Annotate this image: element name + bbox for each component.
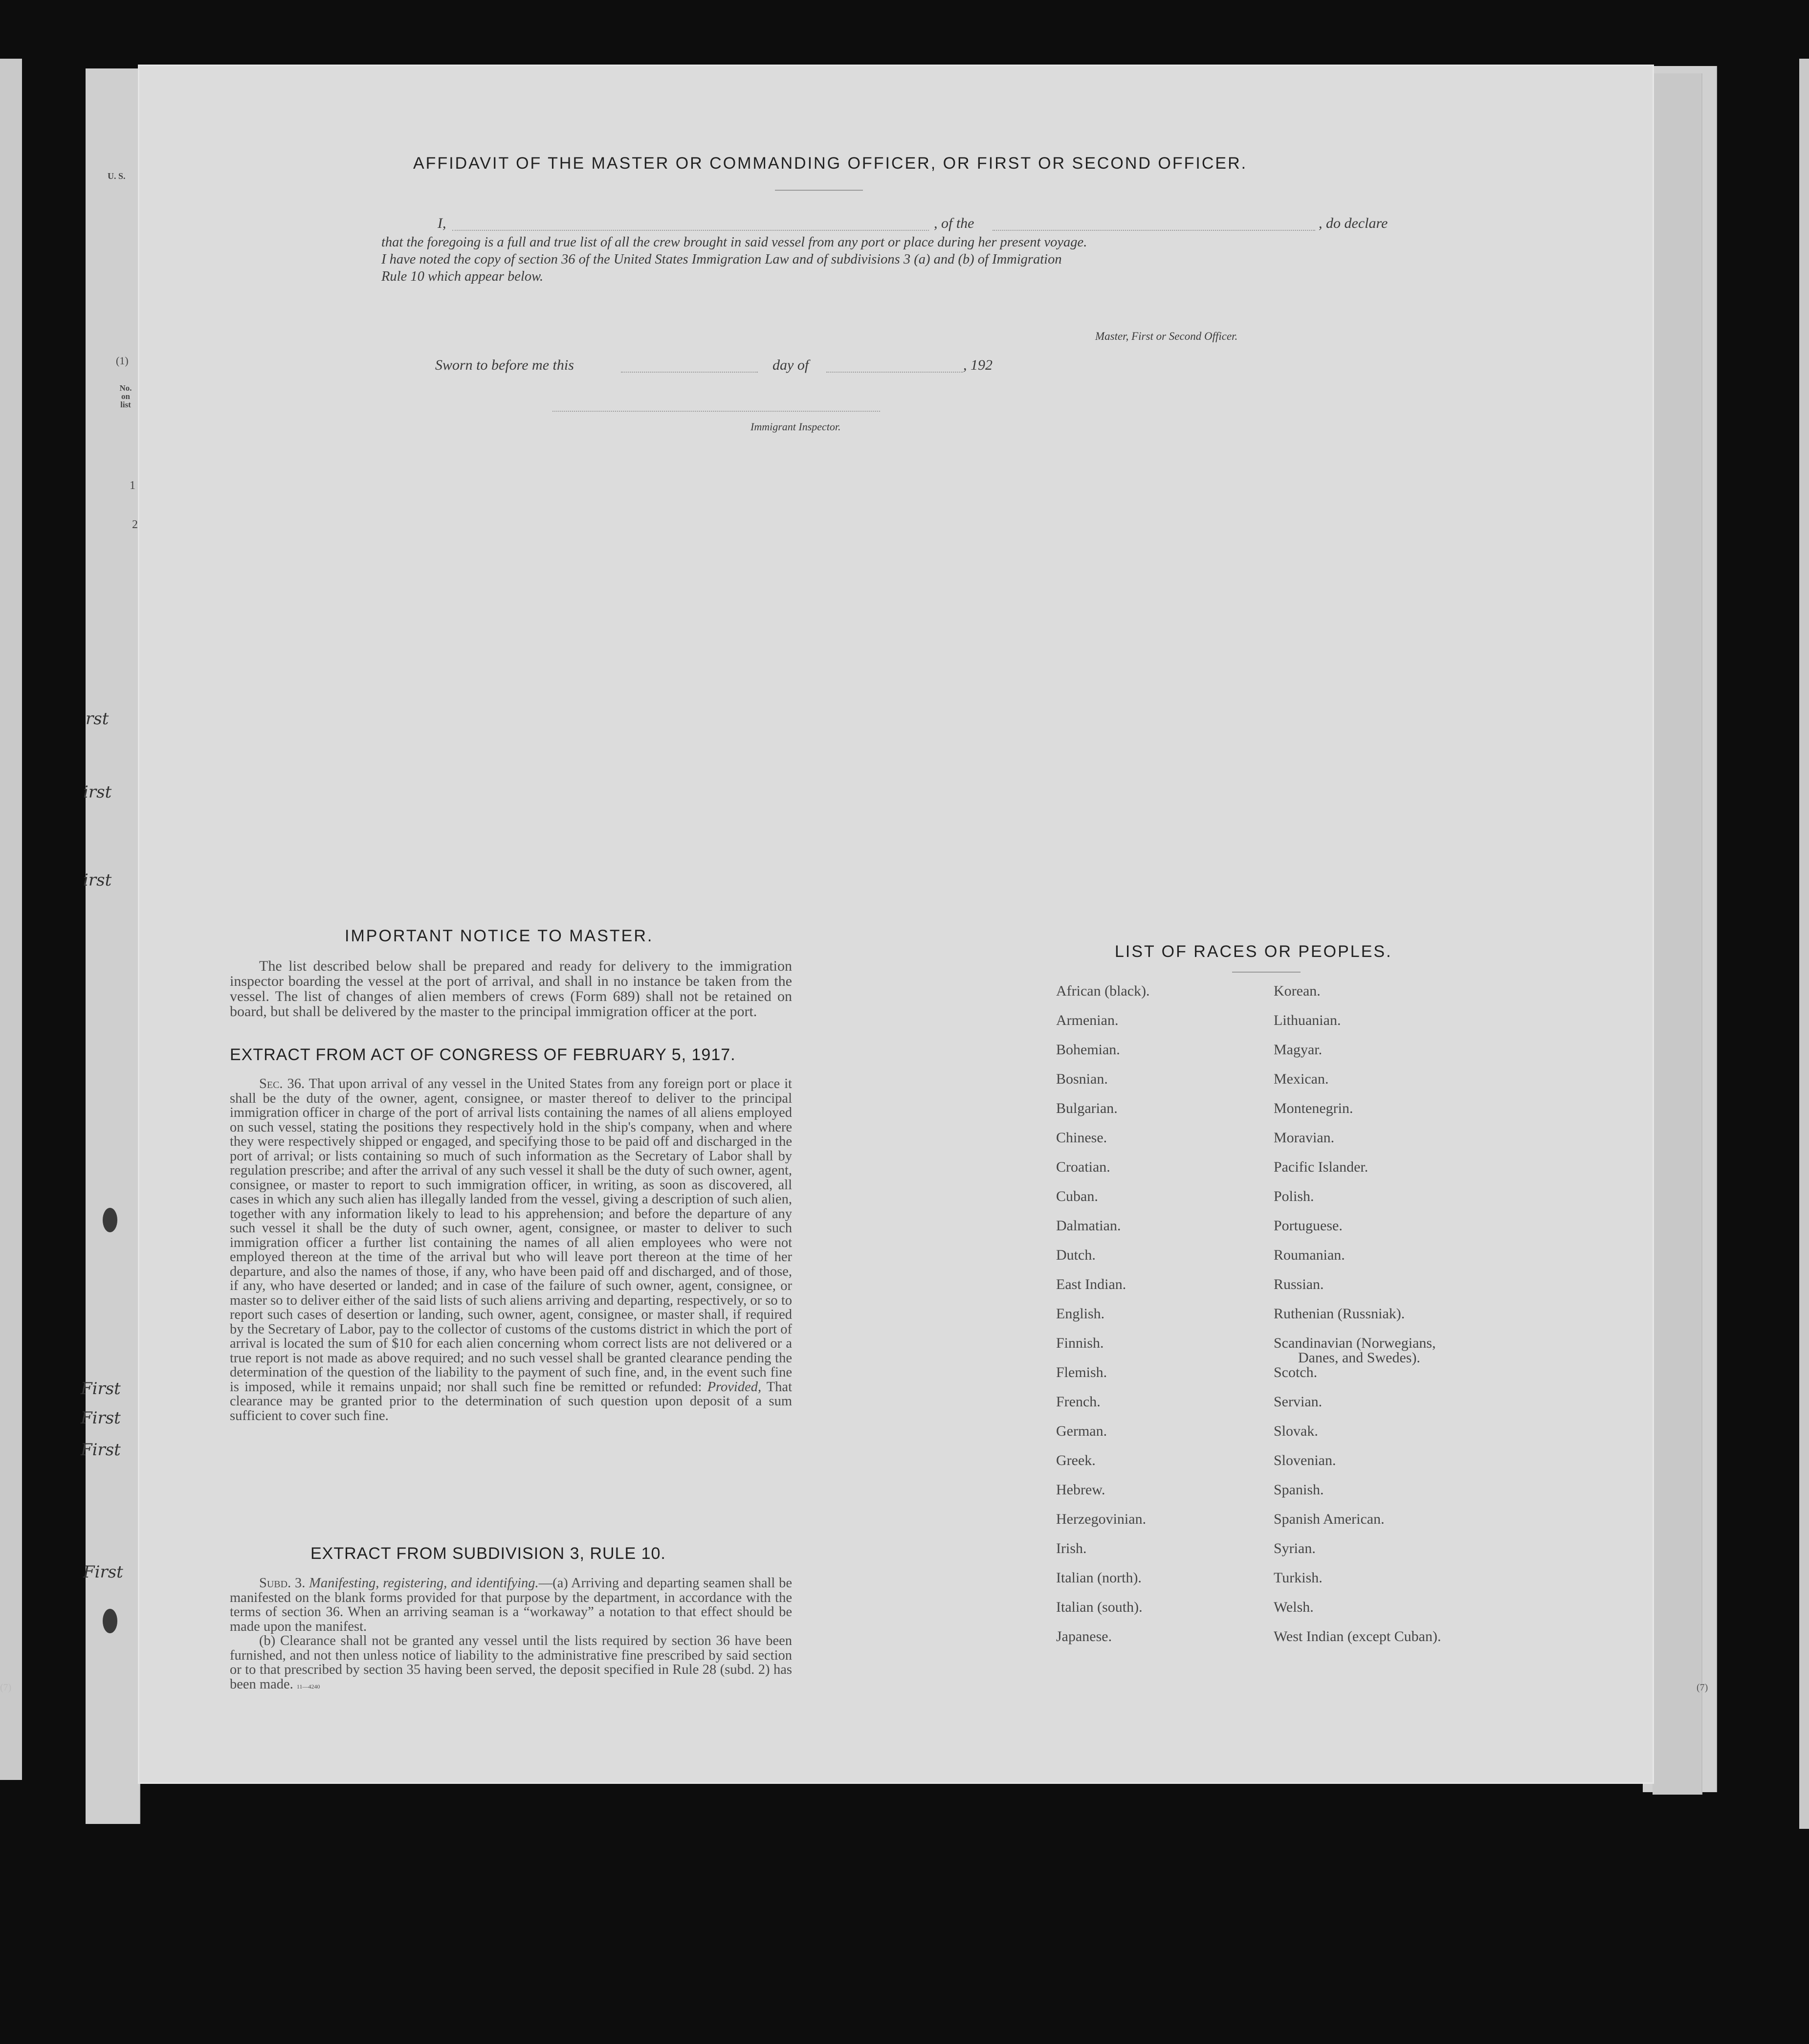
act-extract-title: EXTRACT FROM ACT OF CONGRESS OF FEBRUARY 5, 1917. (230, 1045, 736, 1064)
races-left-column (1056, 983, 1261, 1746)
race-item: Welsh. (1274, 1599, 1314, 1615)
race-item: African (black). (1056, 983, 1150, 999)
month-blank (826, 372, 963, 373)
subd-label: Subd. 3. (259, 1576, 306, 1591)
race-item: Moravian. (1274, 1130, 1335, 1146)
affidavit-line-2: that the foregoing is a full and true list of all the crew brought in said vessel from any port or place during her present voyage. (381, 235, 1087, 250)
handwritten-entry: irst (83, 782, 112, 802)
row-number-1: 1 (130, 479, 135, 492)
right-footer-number: (7) (1697, 1682, 1708, 1693)
handwritten-entry: irst (83, 870, 112, 890)
inspector-label: Immigrant Inspector. (750, 421, 841, 433)
race-item: Danes, and Swedes). (1298, 1350, 1420, 1366)
column-number: (1) (116, 355, 129, 367)
signature-label: Master, First or Second Officer. (1095, 330, 1238, 342)
race-item: Dutch. (1056, 1247, 1096, 1263)
race-item: Montenegrin. (1274, 1100, 1353, 1116)
race-item: Chinese. (1056, 1130, 1107, 1146)
race-item: Ruthenian (Russniak). (1274, 1306, 1405, 1322)
row-number-2: 2 (132, 518, 138, 531)
section-text-end: That clearance may be granted prior to the determination of such question upon deposit of a sum sufficient to cover such fine. (230, 1379, 792, 1423)
rule-extract-body (230, 1576, 792, 1694)
race-item: Bohemian. (1056, 1042, 1120, 1058)
race-item: French. (1056, 1394, 1101, 1410)
affidavit-line-1-declare: , do declare (1319, 215, 1388, 231)
left-margin (0, 147, 138, 1760)
notice-paragraph: The list described below shall be prepared and ready for delivery to the immigration inspector boarding the vessel at the port of arrival, and shall in no instance be taken from the vessel. The list of changes of alien members of crews (Form 689) shall not be retained on board, but shall be delivered by the master to the principal immigration officer at the port. (230, 958, 792, 1020)
race-item: Korean. (1274, 983, 1321, 999)
race-item: Italian (south). (1056, 1599, 1143, 1615)
left-back-page (0, 59, 22, 1780)
affidavit-line-1-of: , of the (934, 215, 974, 231)
subdivision-a-paragraph (230, 1576, 792, 1634)
title-underline (775, 190, 863, 191)
race-item: Turkish. (1274, 1570, 1323, 1586)
race-item: Hebrew. (1056, 1482, 1105, 1498)
affidavit-line-3: I have noted the copy of section 36 of the United States Immigration Law and of subdivisions 3 (a) and (b) of Immigration (381, 252, 1062, 267)
name-blank (452, 230, 929, 231)
race-item: Greek. (1056, 1452, 1096, 1468)
punch-hole (103, 1208, 117, 1232)
race-item: Finnish. (1056, 1335, 1104, 1351)
race-item: Dalmatian. (1056, 1218, 1121, 1234)
races-title: LIST OF RACES OR PEOPLES. (1115, 942, 1392, 961)
year-text: , 192 (963, 357, 993, 373)
sworn-text: Sworn to before me this (435, 357, 574, 373)
handwritten-entry: First (81, 1379, 121, 1399)
affidavit-page (139, 66, 1653, 1782)
race-item: Lithuanian. (1274, 1012, 1341, 1028)
race-item: Russian. (1274, 1276, 1324, 1292)
race-item: Polish. (1274, 1188, 1314, 1204)
races-title-underline (1232, 972, 1301, 973)
section-label: Sec. 36. (259, 1076, 305, 1091)
race-item: Irish. (1056, 1540, 1087, 1556)
subd-a-text: —(a) Arriving and departing seamen shall be manifested on the blank forms provided for that purpose by the department, in accordance with the terms of section 36. When an arriving seaman is a “workaway” a notation to that effect should be made upon the manifest. (230, 1576, 793, 1634)
notice-body (230, 958, 792, 1019)
right-back-page (1799, 59, 1809, 1829)
right-page-stack-2 (1653, 73, 1702, 1795)
notice-title: IMPORTANT NOTICE TO MASTER. (345, 927, 654, 945)
race-item: Spanish. (1274, 1482, 1324, 1498)
subd-title: Manifesting, registering, and identifying. (309, 1576, 539, 1591)
race-item: Flemish. (1056, 1364, 1107, 1380)
race-item: Portuguese. (1274, 1218, 1343, 1234)
handwritten-entry: First (81, 1408, 121, 1428)
race-item: Armenian. (1056, 1012, 1119, 1028)
race-item: Spanish American. (1274, 1511, 1385, 1527)
race-item: Herzegovinian. (1056, 1511, 1147, 1527)
race-item: Slovak. (1274, 1423, 1318, 1439)
section-text: That upon arrival of any vessel in the United States from any foreign port or place it shall be the duty of the owner, agent, consignee, or master thereof to deliver to the principal immigration officer in charge of the port of arrival lists containing the names of all aliens employed on such vessel, stating the positions they respectively hold in the ship's company, when and where they were respectively shipped or engaged, and specifying those to be paid off and discharged in the port of arrival; or lists containing so much of such information as the Secretary of Labor shall by regulation prescribe; and after the arrival of any such vessel it shall be the duty of such owner, agent, consignee, or master to report to such immigration officer, in writing, as soon as discovered, all cases in which any such alien has illegally landed from the vessel, giving a description of such alien, together with any information likely to lead to his apprehension; and before the departure of any such vessel it shall be the duty of such owner, agent, consignee, or master to deliver to such immigration officer a further list containing the names of all alien employees who were not employed thereon at the time of the arrival but who will leave port thereon at the time of her departure, and also the names of those, if any, who have been paid off and discharged, and of those, if any, who have deserted or landed; and in case of the failure of such owner, agent, consignee, or master so to deliver either of the said lists of such aliens arriving and departing, respectively, or so to report such cases of desertion or landing, such owner, agent, consignee, or master shall, if required by the Secretary of Labor, pay to the collector of customs of the customs district in which the port of arrival is located the sum of $10 for each alien concerning whom correct lists are not delivered or a true report is not made as above required; and no such vessel shall be granted clearance pending the determination of the question of the liability to the payment of such fine, and, in the event such fine is imposed, while it remains unpaid; nor shall such fine be remitted or refunded: (230, 1076, 792, 1395)
provided-word: Provided, (707, 1379, 762, 1395)
column-label: No. on list (119, 383, 132, 409)
race-item: Croatian. (1056, 1159, 1110, 1175)
race-item: Japanese. (1056, 1628, 1112, 1644)
left-footer-number: (7) (0, 1682, 12, 1693)
race-item: Scotch. (1274, 1364, 1318, 1380)
race-item: Pacific Islander. (1274, 1159, 1368, 1175)
race-item: English. (1056, 1306, 1105, 1322)
punch-hole (103, 1609, 117, 1633)
section-36-paragraph (230, 1077, 792, 1423)
race-item: Roumanian. (1274, 1247, 1345, 1263)
handwritten-entry: rst (86, 709, 109, 729)
subdivision-b-paragraph (230, 1634, 792, 1694)
race-item: Cuban. (1056, 1188, 1098, 1204)
race-item: Magyar. (1274, 1042, 1323, 1058)
subd-b-text: (b) Clearance shall not be granted any vessel until the lists required by section 36 have been furnished, and not then unless notice of liability to the administrative fine prescribed by said section or to that prescribed by section 35 having been served, the deposit specified in Rule 28 (subd. 2) has been made. (230, 1633, 792, 1692)
race-item: Mexican. (1274, 1071, 1329, 1087)
race-item: Bosnian. (1056, 1071, 1108, 1087)
rule-extract-title: EXTRACT FROM SUBDIVISION 3, RULE 10. (310, 1544, 666, 1563)
race-item: Slovenian. (1274, 1452, 1336, 1468)
race-item: Bulgarian. (1056, 1100, 1118, 1116)
affidavit-line-1-i: I, (438, 215, 446, 231)
act-extract-body (230, 1077, 792, 1423)
race-item: Scandinavian (Norwegians, (1274, 1335, 1436, 1351)
race-item: German. (1056, 1423, 1107, 1439)
day-of-text: day of (772, 357, 809, 373)
form-number: 11—4240 (296, 1683, 320, 1690)
country-label: U. S. (108, 171, 126, 181)
vessel-blank (993, 230, 1315, 231)
race-item: Syrian. (1274, 1540, 1316, 1556)
handwritten-entry: First (83, 1562, 123, 1582)
race-item: Servian. (1274, 1394, 1323, 1410)
affidavit-title: AFFIDAVIT OF THE MASTER OR COMMANDING OFFICER, OR FIRST OR SECOND OFFICER. (413, 154, 1248, 173)
affidavit-line-4: Rule 10 which appear below. (381, 269, 544, 284)
race-item: West Indian (except Cuban). (1274, 1628, 1441, 1644)
inspector-signature-line (552, 411, 880, 412)
races-right-column (1274, 983, 1518, 1746)
handwritten-entry: First (81, 1440, 121, 1460)
race-item: East Indian. (1056, 1276, 1126, 1292)
day-blank (621, 372, 758, 373)
race-item: Italian (north). (1056, 1570, 1142, 1586)
